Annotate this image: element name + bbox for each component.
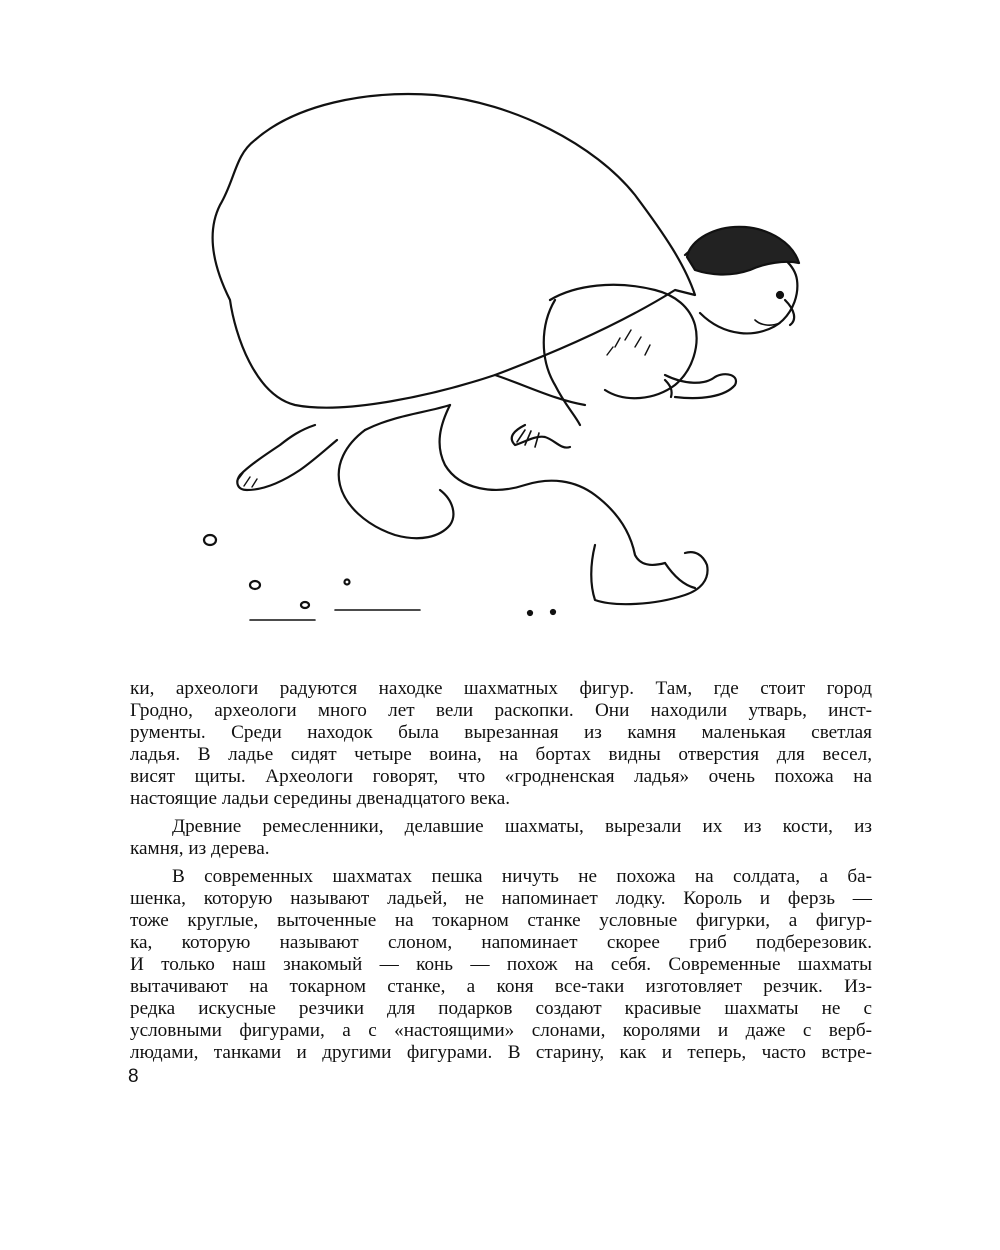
paragraph-1 [130,678,872,810]
body-text [130,678,872,1064]
page-number: 8 [128,1066,139,1087]
text-line: В современных шахматах пешка ничуть не похожа на солдата, а ба- [172,866,872,887]
sack-icon [213,94,695,408]
paragraph-3 [130,866,872,1064]
text-line: людами, танками и другими фигурами. В старину, как и теперь, часто встре- [130,1042,872,1063]
paragraph-2 [130,816,872,860]
head-scarf-icon [687,227,799,275]
text-line: ладья. В ладье сидят четыре воина, на бортах видны отверстия для весел, [130,744,872,765]
text-line: Гродно, археологи много лет вели раскопки. Они находили утварь, инст- [130,700,872,721]
text-line: тоже круглые, выточенные на токарном станке условные фигурки, а фигур- [130,910,872,931]
text-line: вытачивают на токарном станке, а коня все-таки изготовляет резчик. Из- [130,976,872,997]
text-line: условными фигурами, а с «настоящими» слонами, королями и даже с верб- [130,1020,872,1041]
text-line: И только наш знакомый — конь — похож на себя. Современные шахматы [130,954,872,975]
text-line: Древние ремесленники, делавшие шахматы, вырезали их из кости, из [172,816,872,837]
text-line: редка искусные резчики для подарков создают красивые шахматы не с [130,998,872,1019]
text-line: камня, из дерева. [130,838,270,859]
illustration-man-with-sack [195,85,825,645]
text-line: рументы. Среди находок была вырезанная из камня маленькая светлая [130,722,872,743]
text-line: ка, которую называют слоном, напоминает скорее гриб подберезовик. [130,932,872,953]
text-line: ки, археологи радуются находке шахматных фигур. Там, где стоит город [130,678,872,699]
text-line: настоящие ладьи середины двенадцатого века. [130,788,511,809]
text-line: шенка, которую называют ладьей, не напоминает лодку. Король и ферзь — [130,888,872,909]
text-line: висят щиты. Археологи говорят, что «гродненская ладья» очень похожа на [130,766,872,787]
